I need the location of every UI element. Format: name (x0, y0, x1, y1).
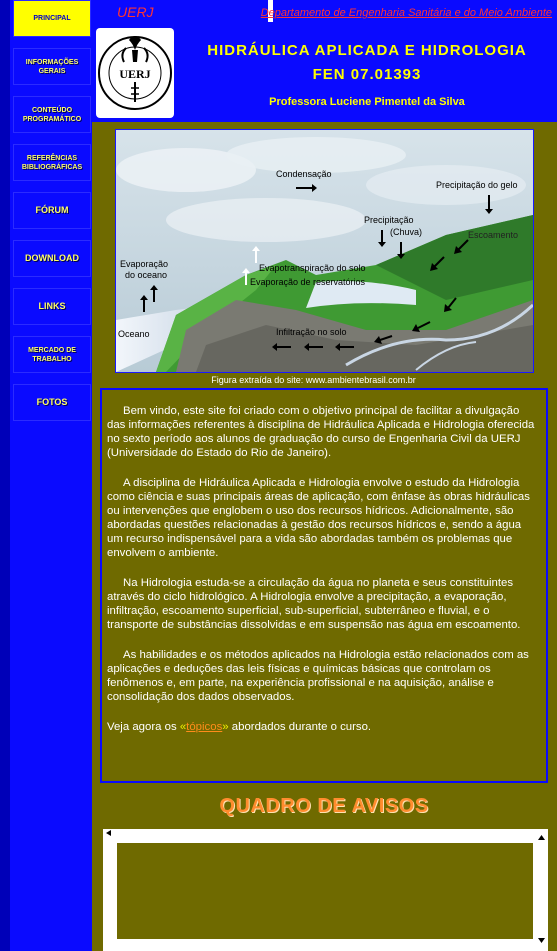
scroll-up-icon (538, 835, 545, 840)
uerj-link[interactable]: UERJ (117, 4, 154, 20)
scroll-left-icon[interactable] (105, 829, 115, 839)
label-escoamento: Escoamento (468, 230, 519, 240)
label-precipitacao: Precipitação (364, 215, 414, 225)
course-header (92, 22, 557, 122)
topics-text-before: Veja agora os (107, 721, 180, 733)
nav-principal[interactable]: PRINCIPAL (13, 0, 91, 37)
topics-paragraph (107, 720, 540, 734)
department-link[interactable]: Departamento de Engenharia Sanitária e do Meio Ambiente (260, 7, 552, 19)
welcome-text-box (100, 388, 548, 783)
uerj-logo (96, 28, 174, 118)
sidebar (0, 0, 92, 951)
welcome-paragraph-1: Bem vindo, este site foi criado com o objetivo principal de facilitar a divulgação das informações referentes à disciplina de Hidráulica Aplicada e Hidrologia oferecida no sexto período aos alunos de graduação do curso de Engenharia Civil da UERJ (Universidade do Estado do Rio de Janeiro). (107, 405, 535, 459)
nav-links[interactable]: LINKS (13, 288, 91, 325)
nav-forum[interactable]: FÓRUM (13, 192, 91, 229)
welcome-paragraph-2: A disciplina de Hidráulica Aplicada e Hidrologia envolve o estudo da Hidrologia como ciência e suas principais áreas de aplicação, com ênfase às obras hidráulicas ou intervenções que englobem o uso dos recursos hídricos. Adicionalmente, são abordadas questões relacionadas à gestão dos recursos hídricos e, sendo a água um recurso indispensável para a vida são abordadas também os problemas que envolvem o ambiente. (107, 477, 530, 559)
nav-conteudo-programatico[interactable]: CONTEÚDO PROGRAMÁTICO (13, 96, 91, 133)
scroll-down-icon (538, 938, 545, 943)
label-precipitacao-gelo: Precipitação do gelo (436, 180, 518, 190)
nav-fotos[interactable]: FOTOS (13, 384, 91, 421)
logo-text: UERJ (119, 67, 151, 81)
course-code: FEN 07.01393 (312, 66, 422, 83)
label-condensacao: Condensação (276, 169, 332, 179)
nav-referencias-bibliograficas[interactable]: REFERÊNCIAS BIBLIOGRÁFICAS (13, 144, 91, 181)
avisos-scrollbar[interactable] (537, 834, 546, 944)
label-evaporacao-oceano-1: Evaporação (120, 259, 169, 269)
label-infiltracao: Infiltração no solo (276, 327, 347, 337)
welcome-paragraph-3: Na Hidrologia estuda-se a circulação da água no planeta e seus constituintes através do ciclo hidrológico. A Hidrologia envolve a precipitação, a evaporação, infiltração, escoamento superficial, sub-superficial, subterrâneo e fluvial, e o transporte de substâncias dissolvidas e em suspensão nas água em escoamento. (107, 577, 521, 631)
course-title: HIDRÁULICA APLICADA E HIDROLOGIA (207, 42, 527, 59)
sidebar-edge (0, 0, 10, 951)
top-bar (92, 0, 557, 22)
label-chuva: (Chuva) (390, 227, 423, 237)
topics-bracket-close: » (222, 721, 229, 733)
topics-link[interactable]: tópicos (186, 721, 223, 733)
topics-bracket-open: « (179, 721, 187, 733)
figure-caption: Figura extraída do site: www.ambientebrasil.com.br (211, 375, 416, 385)
label-oceano: Oceano (118, 329, 150, 339)
avisos-content (117, 843, 533, 939)
nav-download[interactable]: DOWNLOAD (13, 240, 91, 277)
avisos-title: QUADRO DE AVISOS (219, 795, 429, 817)
professor-name: Professora Luciene Pimentel da Silva (269, 96, 465, 108)
avisos-board (103, 829, 548, 951)
topics-text-after: abordados durante o curso. (228, 721, 372, 733)
welcome-paragraph-4: As habilidades e os métodos aplicados na Hidrologia estão relacionados com as aplicações e deduções das leis físicas e químicas básicas que controlam os fenômenos e, em parte, na experiência profissional e na aquisição, análise e consolidação dos dados observados. (107, 649, 529, 703)
label-evapotranspiracao: Evapotranspiração do solo (259, 263, 366, 273)
nav-mercado-de-trabalho[interactable]: MERCADO DE TRABALHO (13, 336, 91, 373)
label-evaporacao-oceano-2: do oceano (125, 270, 168, 280)
hydrologic-cycle-figure (115, 129, 534, 373)
label-evaporacao-reservatorios: Evaporação de reservatórios (250, 277, 366, 287)
nav-informacoes-gerais[interactable]: INFORMAÇÕES GERAIS (13, 48, 91, 85)
